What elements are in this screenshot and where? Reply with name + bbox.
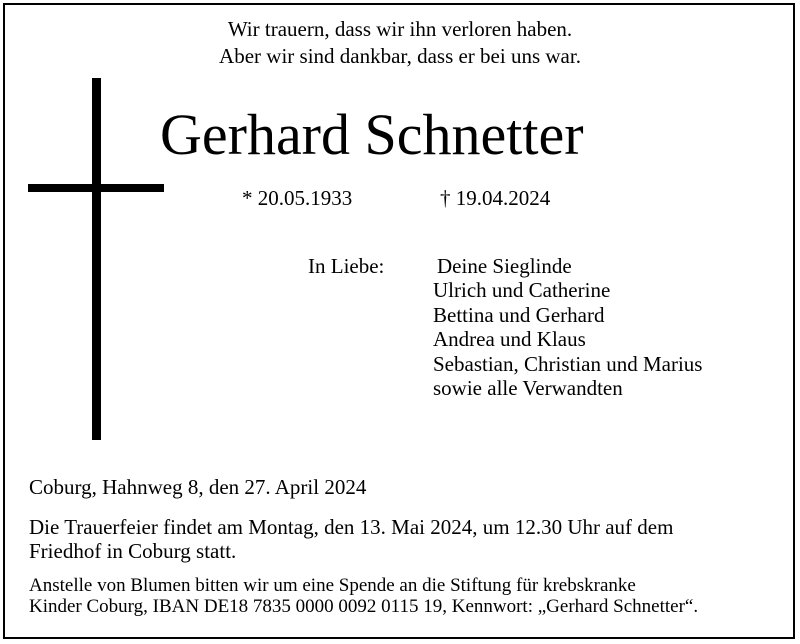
ceremony-line-2: Friedhof in Coburg statt. xyxy=(29,539,237,563)
ceremony-notice xyxy=(29,515,789,563)
ceremony-line-1: Die Trauerfeier findet am Montag, den 13. Mai 2024, um 12.30 Uhr auf dem xyxy=(29,515,674,539)
deceased-name: Gerhard Schnetter xyxy=(160,102,584,167)
mourner-name: sowie alle Verwandten xyxy=(433,376,623,401)
donation-line-1: Anstelle von Blumen bitten wir um eine Spende an die Stiftung für krebskranke xyxy=(29,575,636,596)
mourner-name: Bettina und Gerhard xyxy=(433,302,605,327)
motto-line-1: Wir trauern, dass wir ihn verloren haben. xyxy=(227,17,573,41)
mourners-list xyxy=(433,254,702,400)
cross-vertical-bar xyxy=(92,78,101,440)
mourners-label: In Liebe: xyxy=(308,254,385,278)
mourner-name: Deine Sieglinde xyxy=(437,254,572,278)
donation-notice xyxy=(29,575,789,617)
donation-line-2: Kinder Coburg, IBAN DE18 7835 0000 0092 0115 19, Kennwort: „Gerhard Schnetter“. xyxy=(29,596,699,617)
mourner-name: Andrea und Klaus xyxy=(433,327,586,352)
mourner-name: Sebastian, Christian und Marius xyxy=(433,351,703,376)
address-date-line: Coburg, Hahnweg 8, den 27. April 2024 xyxy=(29,475,367,499)
birth-date: * 20.05.1933 xyxy=(242,186,353,210)
mourner-name: Ulrich und Catherine xyxy=(433,278,611,303)
death-date: † 19.04.2024 xyxy=(440,186,551,210)
motto-line-2: Aber wir sind dankbar, dass er bei uns war. xyxy=(219,44,581,68)
cross-horizontal-bar xyxy=(28,184,164,192)
